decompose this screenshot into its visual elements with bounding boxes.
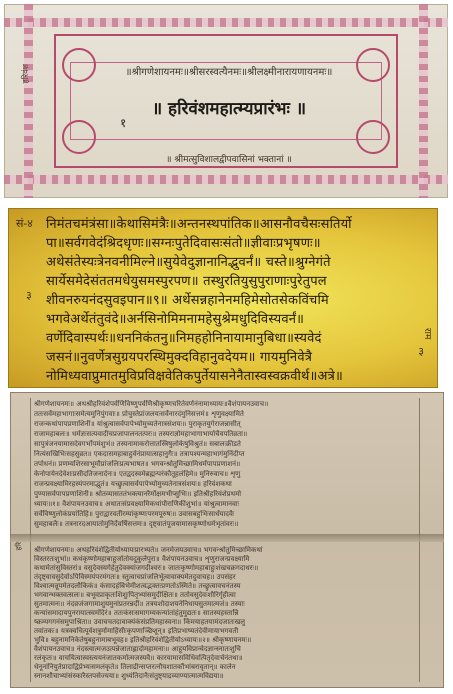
text-line: कन्यांसमादायपुनरायात्स्वमंदिरं॥ ततःकंसःसमागम्यकन्यांतांहंतुमुद्यतः॥ सातस्यहस्तान्नि bbox=[34, 609, 239, 617]
text-line: जसनं॥नुवर्णेत्रसुग्रयपरस्थिमुक्दविहानुवदेयम॥ गायमुनिवेत्रै bbox=[46, 350, 313, 365]
text-line: सार्येसमेदेसंततमधेयुसमस्पुरपण॥ तस्थुरतियुसुपुराणाःपुरेतुपल bbox=[46, 274, 327, 289]
text-line: ष्क्रम्यगगनंसमुपाश्रिता॥ उवाचचतदावाक्यंकंसंप्रतिमहास्वना॥ किंमयाहतयामंदजातःखलु bbox=[34, 618, 246, 626]
text-line: सुतमात्मनः॥ नंदव्रजंजगामाशुयमुनांप्रतरन्नदीं॥ तत्रयशोदाशयनेनिधायसुतमात्मजं॥ तस्याः bbox=[34, 600, 245, 608]
text-line: राजन्प्रवक्ष्यामिरहस्यंपरमाद्भुतं॥ यच्छ्रुत्वासर्वपापेभ्योमुच्यतेनात्रसंशयः॥ हरिवंशकथा bbox=[34, 480, 232, 488]
text-line: नोमिध्यवाप्रुमातमुविप्रविक्षवेतिकपुर्तेयासनेनैतास्वस्वक्रवीर्थ॥अत्रे॥ bbox=[46, 369, 343, 384]
text-line: भगवेअर्थेतंतुवंदे॥अर्नसिनोमिमनामहेसुश्रेमधुदिविस्यवर्नं॥ bbox=[46, 312, 305, 327]
text-line: भुवि॥ बहुनामनिकेतेषुबहुनामाबभूवह॥ इतिश्रीहरिवंशेद्वितीयोऽध्यायः॥२॥ श्रीकृष्णायनमः॥ bbox=[34, 636, 252, 644]
folio-numeral: १ bbox=[120, 116, 127, 130]
text-line: तंदृष्ट्वावसुदेवोऽपिविस्मयंपरमंगतः॥ स्तुत्वाचप्रांजलिर्भूत्वावाक्यमेतदुवाचह॥ उपसंहर bbox=[34, 573, 236, 581]
text-line: रलंकृतः॥ वाचयित्वास्वस्त्ययनंजातकर्मात्मजस्यवै॥ कारयामासविधिवत्पितृदेवार्चनंतथा॥ bbox=[34, 654, 243, 662]
text-line: केनोपायेनदेवेशःप्रसीदतिजनार्दनः॥ एतद्वदस्वमेब्रह्मन्परंकौतूहलंहिमे॥ मुनिरुवाच॥ शृणु bbox=[34, 470, 241, 478]
text-line: स्नानशौचाभ्यांसंस्कारैस्तपसेज्यया॥ शुध्यंतिदानैःसंतुष्ट्याद्रव्याण्यात्मात्मविद्यया॥ bbox=[34, 672, 224, 680]
folio-number: सं-४ bbox=[16, 217, 33, 230]
corner-scroll-ornament bbox=[62, 120, 96, 154]
text-line: पुण्यासर्वपापप्रणाशिनी॥ श्रोतव्यासततंभक्त्यानरैर्मोक्षमभीप्सुभिः॥ इतिश्रीहरिवंशेप्रथमो bbox=[34, 490, 242, 498]
text-line: वर्णेदिवास्पर्थः॥धननिकंतनु॥निमहहोनिनायामानुबिधा॥स्यवेदं bbox=[46, 331, 322, 346]
text-line: अथेसंतेस्यःत्रेनवनीमिल्ने॥सुयेवेदुज्ञानानिद्भुवर्नं॥ चस्ते॥श्रुग्नेगंते bbox=[46, 255, 331, 270]
text-line: सापुत्रंजनयामासदेवगर्भोपमंशुभं॥ तस्यनामाकरोत्तातस्त्रिषुलोकेषुविश्रुतं॥ सबालःक्रीडते bbox=[34, 440, 241, 448]
margin-mark-left: ३ bbox=[26, 289, 32, 302]
invocation-line: ॥श्रीगणेशायनमः॥श्रीसरस्वत्यैनमः॥श्रीलक्ष्मीनारायणायनमः॥ bbox=[125, 67, 333, 78]
text-line: नित्यंसखिभिःसहसुव्रत॥ एकदासमहाबाहुर्वनंप्रायात्सहानुगैः॥ तत्रापश्यन्महाभागंमुनिंदीप्त bbox=[34, 450, 245, 458]
folio-title-page bbox=[4, 4, 448, 198]
text-line: तवांतकः॥ यत्रक्वचित्पूर्वशत्रुर्मामाहिंसीःकृपणाञ्छिशून्॥ इतिप्रभाष्यतंदेवीमायाभगवती bbox=[34, 627, 239, 635]
text-line: कथामेतांसुविस्तरां॥ वसुदेवस्यगेहेतुदेवक्यांजगदीश्वरः॥ जातःकृष्णोमहाबाहुःशंखचक्रगदाधरः॥ bbox=[34, 564, 259, 572]
colophon-line: ॥ श्रीमत्सुविशालद्वीपवासिनां भक्तानां ॥ bbox=[166, 155, 292, 165]
margin-mark-right: ३ bbox=[418, 345, 424, 358]
text-line: विस्तरतःशुभां॥ कथंकृष्णोमहाबाहुर्जातोयदुकुलेपुरा॥ वैशंपायनउवाच॥ शृणुराजन्प्रवक्ष्यामि bbox=[34, 555, 250, 563]
text-line: निमंतचमंत्रंसा॥केथासिमंत्रैः॥अन्तनस्थपांतिक॥आसनौवचैसःसतिर्यो bbox=[46, 217, 352, 232]
floral-border-top bbox=[4, 18, 448, 27]
floral-border-left bbox=[24, 4, 33, 198]
text-line: शीवनरुयनंदसुवइपान॥९॥ अर्थेसन्नहानेनमहिमेसोतसेकविंचमि bbox=[46, 293, 329, 308]
text-line: तपोधनं॥ प्रणम्यशिरसाभूमौप्रांजलिःप्रत्यभाषत॥ भगवन्श्रोतुमिच्छामिधर्मंपापप्रणाशनं॥ bbox=[34, 460, 241, 468]
text-line: राजन्कथांपापप्रणाशिनीं॥ यांश्रुत्वासर्वपापेभ्योमुच्यतेनात्रसंशयः॥ पुराकृतयुगेराजन्नासीत् bbox=[34, 420, 241, 428]
corner-scroll-ornament bbox=[62, 48, 96, 82]
text-line: सुमहाबलैः॥ तत्रनारदआयातोमुनिर्देवर्षिसत्तमः॥ दृष्ट्वातंपूजयामासकृष्णोधर्मभृतांवरः॥ bbox=[34, 520, 239, 528]
text-line: श्रीगणेशायनमः॥ अथहरिवंशेद्वितीयोध्यायःप्रारभ्यते॥ जनमेजयउवाच॥ भगवन्श्रोतुमिच्छामिकथां bbox=[34, 546, 263, 554]
text-line: श्रीगणेशायनमः॥ अथश्रीहरिवंशेपर्वणिविष्णुपर्वणिश्रीकृष्णचरितेवर्णनंनामाध्यायः॥वैशंपायनउवाच॥ bbox=[34, 400, 269, 408]
page-gutter bbox=[10, 534, 444, 542]
folio-small-script-leaf bbox=[10, 392, 444, 688]
text-line: विश्वात्मन्रूपमेतदलौकिकं॥ कंसादहंबिभेमीशत्वद्भक्तःप्रणतोऽस्मिते॥ तच्छ्रुत्वावचनंतस्य bbox=[34, 582, 241, 590]
text-line: वैशंपायनउवाच॥ नंदस्त्वात्मजउत्पन्नेजाताह्लादोमहामनाः॥ आहूयविप्रान्वेदज्ञान्स्नातःशुचि bbox=[34, 645, 241, 653]
margin-note: हरि bbox=[15, 542, 23, 551]
text-line: राजामहाबलः॥ धर्मज्ञःसत्यवादीचप्रजापालनतत्परः॥ तस्यराज्ञोमहाभागाभार्याचैवपतिव्रता॥ bbox=[34, 430, 248, 438]
corner-scroll-ornament bbox=[356, 120, 390, 154]
floral-border-right bbox=[419, 4, 428, 198]
folio-yellow-leaf bbox=[8, 208, 438, 388]
floral-border-bottom bbox=[4, 175, 448, 184]
text-line: सर्वेविष्णुलोकंप्रयांतिहि॥ पुराद्वारवतींरम्यांकृष्णःपरमपूरुषः॥ उवासबहुभिःसार्धंयादवैः bbox=[34, 510, 235, 518]
margin-note: राम bbox=[422, 328, 432, 340]
margin-note: हरिवंश bbox=[21, 64, 30, 84]
text-line: ध्यायः॥१॥ वैशंपायनउवाच॥ अथातःसंप्रवक्ष्यामिकथांपौराणिकींशुभां॥ यांश्रुत्वामानवाः bbox=[34, 500, 240, 508]
text-line: धेनूनांनियुतेप्रादाद्विप्रेभ्यःसमलंकृते॥ तिलाद्रीन्सप्तरत्नौघशातकौंभांबरावृतान्॥ कालेन bbox=[34, 663, 236, 671]
text-line: ततःसर्वेमहाभागाःसमेत्यमुनिपुंगवाः॥ प्रोचुस्तेप्रांजलयःसर्वेनारदंमुनिसत्तमं॥ शृणुवक्ष्यामिते bbox=[34, 410, 244, 418]
manuscript-title: ॥ हरिवंशमहात्म्यप्रारंभः ॥ bbox=[151, 99, 307, 119]
text-line: भगवान्भक्तवत्सलः॥ बभूवप्राकृतःशिशुःपितृभ्यांसमुदीक्षितः॥ ततोवसुदेवःशौरिर्गृहीत्वा bbox=[34, 591, 236, 599]
text-line: पा॥सर्वगवेदंश्रिदधृणः॥सग्नःपुतेदिवासःसंतो॥ज्ञीवाःप्रभृषणः॥ bbox=[46, 236, 321, 251]
